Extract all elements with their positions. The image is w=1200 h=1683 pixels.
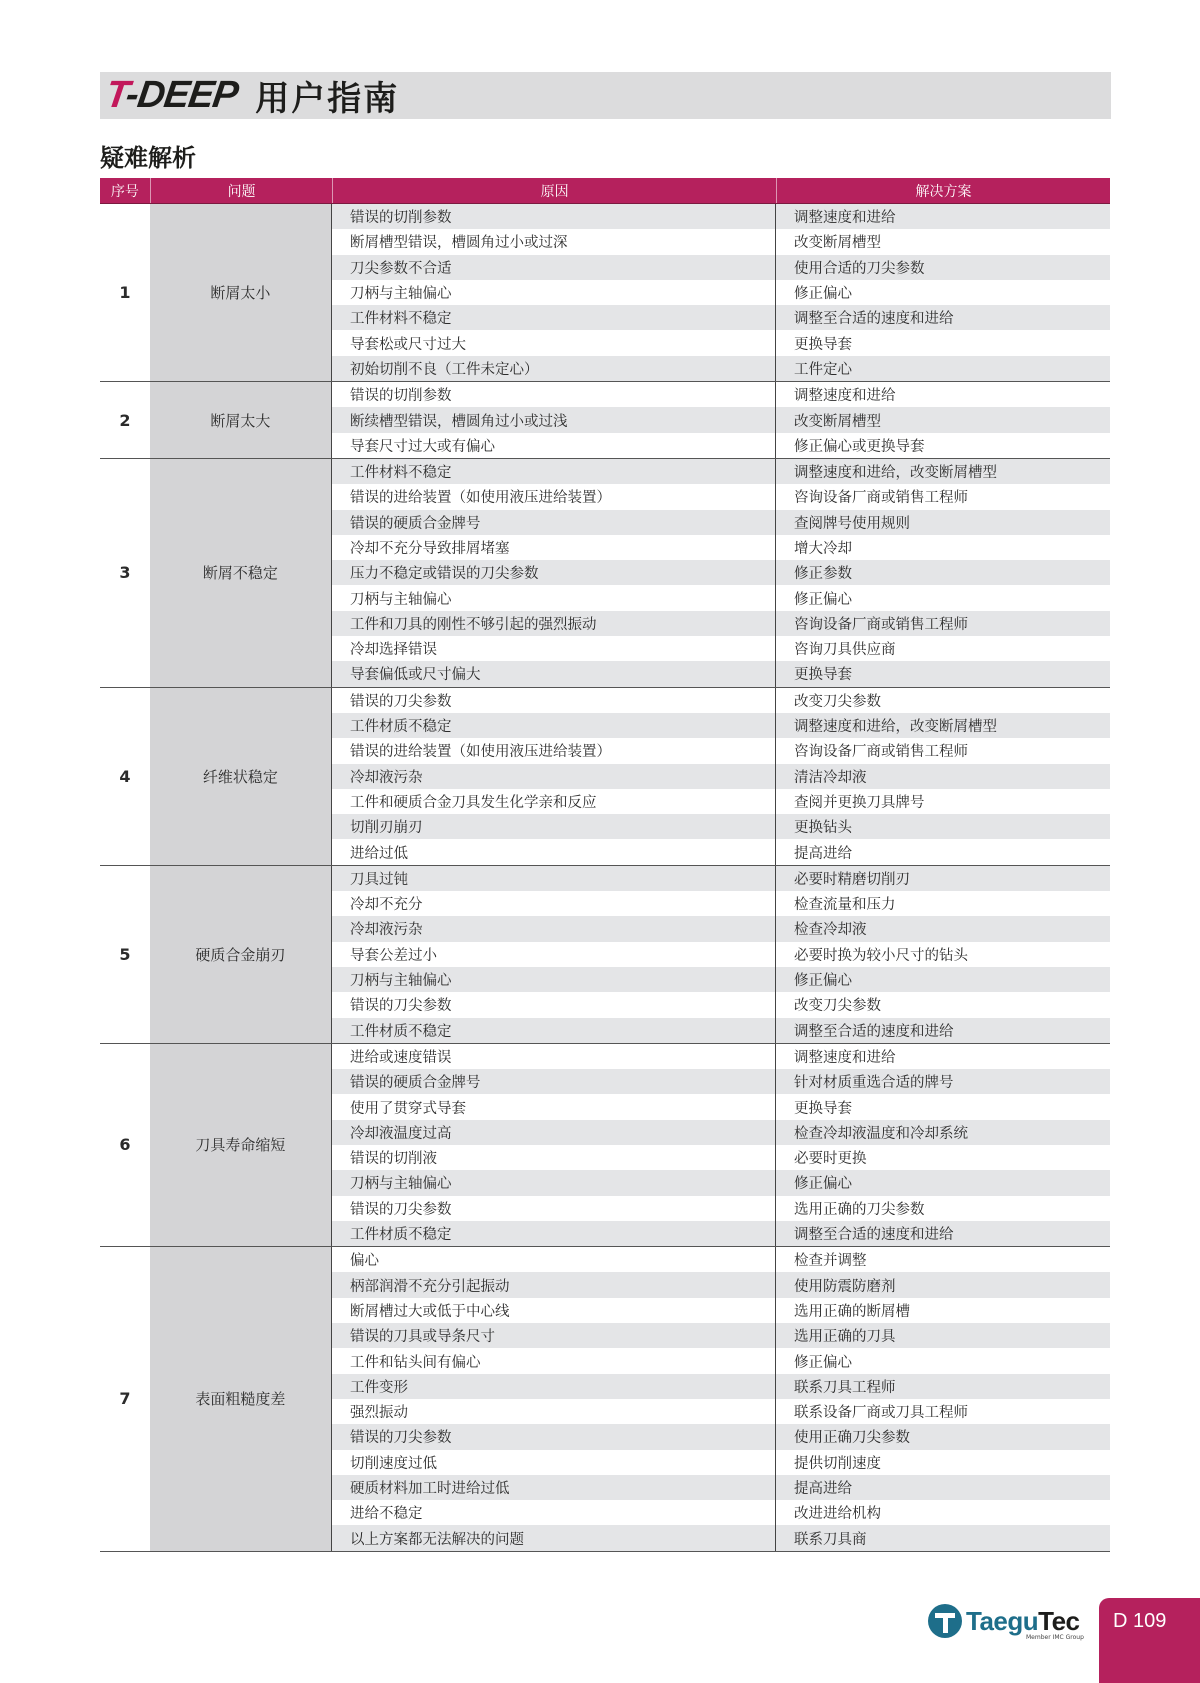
table-row bbox=[332, 1475, 1110, 1500]
table-row bbox=[332, 510, 1110, 535]
solution-cell: 更换钻头 bbox=[794, 820, 852, 837]
cause-cell: 切削速度过低 bbox=[332, 1450, 776, 1475]
cause-cell: 错误的刀尖参数 bbox=[332, 992, 776, 1017]
cause-cell: 断屑槽过大或低于中心线 bbox=[332, 1298, 776, 1323]
cause-cell: 工件和硬质合金刀具发生化学亲和反应 bbox=[332, 789, 776, 814]
solution-cell: 改变断屑槽型 bbox=[794, 235, 881, 252]
solution-cell: 修正参数 bbox=[794, 566, 852, 583]
solution-cell: 修正偏心 bbox=[794, 1176, 852, 1193]
cause-cell: 冷却不充分导致排屑堵塞 bbox=[332, 535, 776, 560]
table-row bbox=[332, 1170, 1110, 1195]
problem-number: 7 bbox=[100, 1247, 150, 1551]
table-row bbox=[332, 1298, 1110, 1323]
problem-label: 断屑太小 bbox=[150, 204, 332, 381]
table-row bbox=[332, 1069, 1110, 1094]
table-row bbox=[332, 1120, 1110, 1145]
table-row bbox=[332, 1272, 1110, 1297]
solution-cell: 检查并调整 bbox=[794, 1253, 867, 1270]
problem-number: 1 bbox=[100, 204, 150, 381]
solution-cell: 更换导套 bbox=[794, 1100, 852, 1117]
solution-cell: 修正偏心或更换导套 bbox=[794, 438, 925, 455]
problem-label: 表面粗糙度差 bbox=[150, 1247, 332, 1551]
solution-cell: 使用正确刀尖参数 bbox=[794, 1430, 910, 1447]
cause-cell: 导套尺寸过大或有偏心 bbox=[332, 433, 776, 458]
problem-group bbox=[100, 204, 1110, 382]
solution-cell: 调整速度和进给，改变断屑槽型 bbox=[794, 465, 997, 482]
cause-cell: 初始切削不良（工件未定心） bbox=[332, 356, 776, 381]
solution-cell: 改变刀尖参数 bbox=[794, 693, 881, 710]
cause-cell: 导套公差过小 bbox=[332, 942, 776, 967]
problem-label: 硬质合金崩刃 bbox=[150, 866, 332, 1043]
table-row bbox=[332, 1018, 1110, 1043]
table-header bbox=[100, 178, 1110, 204]
solution-cell: 修正偏心 bbox=[794, 1354, 852, 1371]
table-row bbox=[332, 1044, 1110, 1069]
cause-cell: 错误的进给装置（如使用液压进给装置） bbox=[332, 738, 776, 763]
table-row bbox=[332, 585, 1110, 610]
solution-cell: 调整至合适的速度和进给 bbox=[794, 311, 954, 328]
logo-subtitle: Member IMC Group bbox=[1026, 1634, 1084, 1641]
solution-cell: 必要时更换 bbox=[794, 1151, 867, 1168]
table-row bbox=[332, 356, 1110, 381]
cause-cell: 进给不稳定 bbox=[332, 1500, 776, 1525]
cause-cell: 切削刃崩刃 bbox=[332, 814, 776, 839]
solution-cell: 检查冷却液 bbox=[794, 922, 867, 939]
solution-cell: 改变刀尖参数 bbox=[794, 998, 881, 1015]
table-row bbox=[332, 866, 1110, 891]
table-row bbox=[332, 433, 1110, 458]
solution-cell: 咨询设备厂商或销售工程师 bbox=[794, 490, 968, 507]
table-row bbox=[332, 382, 1110, 407]
table-row bbox=[332, 255, 1110, 280]
solution-cell: 联系刀具商 bbox=[794, 1531, 867, 1548]
table-row bbox=[332, 1525, 1110, 1550]
solution-cell: 提供切削速度 bbox=[794, 1455, 881, 1472]
table-row bbox=[332, 992, 1110, 1017]
table-row bbox=[332, 204, 1110, 229]
table-row bbox=[332, 330, 1110, 355]
cause-cell: 错误的进给装置（如使用液压进给装置） bbox=[332, 484, 776, 509]
problem-number: 6 bbox=[100, 1044, 150, 1246]
cause-cell: 导套松或尺寸过大 bbox=[332, 330, 776, 355]
solution-cell: 清洁冷却液 bbox=[794, 769, 867, 786]
table-row bbox=[332, 916, 1110, 941]
table-row bbox=[332, 229, 1110, 254]
column-header-solution: 解决方案 bbox=[915, 183, 972, 200]
problem-label: 纤维状稳定 bbox=[150, 688, 332, 865]
table-row bbox=[332, 459, 1110, 484]
problem-number: 3 bbox=[100, 459, 150, 687]
solution-cell: 更换导套 bbox=[794, 667, 852, 684]
cause-cell: 错误的刀尖参数 bbox=[332, 1424, 776, 1449]
table-row bbox=[332, 1399, 1110, 1424]
table-row bbox=[332, 407, 1110, 432]
solution-cell: 查阅并更换刀具牌号 bbox=[794, 794, 925, 811]
solution-cell: 查阅牌号使用规则 bbox=[794, 515, 910, 532]
taegutec-logo-icon bbox=[928, 1604, 962, 1638]
brand-logo: T-DEEP bbox=[103, 74, 241, 116]
problem-group bbox=[100, 1044, 1110, 1247]
cause-cell: 冷却液污杂 bbox=[332, 764, 776, 789]
problem-label: 断屑不稳定 bbox=[150, 459, 332, 687]
table-row bbox=[332, 688, 1110, 713]
cause-cell: 冷却不充分 bbox=[332, 891, 776, 916]
cause-cell: 错误的刀尖参数 bbox=[332, 688, 776, 713]
cause-cell: 冷却液温度过高 bbox=[332, 1120, 776, 1145]
page-title: 用户指南 bbox=[255, 79, 400, 119]
cause-cell: 错误的刀尖参数 bbox=[332, 1196, 776, 1221]
cause-cell: 强烈振动 bbox=[332, 1399, 776, 1424]
table-row bbox=[332, 891, 1110, 916]
table-row bbox=[332, 560, 1110, 585]
solution-cell: 检查冷却液温度和冷却系统 bbox=[794, 1125, 968, 1142]
solution-cell: 调整速度和进给，改变断屑槽型 bbox=[794, 719, 997, 736]
solution-cell: 提高进给 bbox=[794, 1480, 852, 1497]
solution-cell: 咨询刀具供应商 bbox=[794, 642, 896, 659]
solution-cell: 修正偏心 bbox=[794, 591, 852, 608]
table-row bbox=[332, 1348, 1110, 1373]
cause-cell: 刀柄与主轴偏心 bbox=[332, 1170, 776, 1195]
table-row bbox=[332, 1247, 1110, 1272]
solution-cell: 咨询设备厂商或销售工程师 bbox=[794, 616, 968, 633]
cause-cell: 刀柄与主轴偏心 bbox=[332, 967, 776, 992]
table-row bbox=[332, 738, 1110, 763]
cause-cell: 以上方案都无法解决的问题 bbox=[332, 1525, 776, 1550]
solution-cell: 检查流量和压力 bbox=[794, 897, 896, 914]
cause-cell: 刀柄与主轴偏心 bbox=[332, 585, 776, 610]
cause-cell: 断续槽型错误，槽圆角过小或过浅 bbox=[332, 407, 776, 432]
problem-group bbox=[100, 866, 1110, 1044]
cause-cell: 刀具过钝 bbox=[332, 866, 776, 891]
cause-cell: 错误的切削液 bbox=[332, 1145, 776, 1170]
cause-cell: 工件和钻头间有偏心 bbox=[332, 1348, 776, 1373]
solution-cell: 必要时换为较小尺寸的钻头 bbox=[794, 947, 968, 964]
problem-group bbox=[100, 459, 1110, 688]
solution-cell: 修正偏心 bbox=[794, 286, 852, 303]
cause-cell: 冷却液污杂 bbox=[332, 916, 776, 941]
solution-cell: 改进进给机构 bbox=[794, 1506, 881, 1523]
cause-cell: 错误的切削参数 bbox=[332, 204, 776, 229]
solution-cell: 调整至合适的速度和进给 bbox=[794, 1023, 954, 1040]
table-row bbox=[332, 305, 1110, 330]
table-row bbox=[332, 1450, 1110, 1475]
cause-cell: 断屑槽型错误，槽圆角过小或过深 bbox=[332, 229, 776, 254]
table-row bbox=[332, 1500, 1110, 1525]
cause-cell: 压力不稳定或错误的刀尖参数 bbox=[332, 560, 776, 585]
cause-cell: 进给过低 bbox=[332, 839, 776, 864]
table-row bbox=[332, 1196, 1110, 1221]
solution-cell: 调整速度和进给 bbox=[794, 1049, 896, 1066]
table-row bbox=[332, 1374, 1110, 1399]
table-row bbox=[332, 1323, 1110, 1348]
table-row bbox=[332, 280, 1110, 305]
solution-cell: 必要时精磨切削刃 bbox=[794, 871, 910, 888]
cause-cell: 工件材料不稳定 bbox=[332, 305, 776, 330]
cause-cell: 错误的硬质合金牌号 bbox=[332, 510, 776, 535]
solution-cell: 工件定心 bbox=[794, 361, 852, 378]
table-row bbox=[332, 661, 1110, 686]
solution-cell: 改变断屑槽型 bbox=[794, 413, 881, 430]
cause-cell: 偏心 bbox=[332, 1247, 776, 1272]
table-row bbox=[332, 967, 1110, 992]
cause-cell: 工件材料不稳定 bbox=[332, 459, 776, 484]
cause-cell: 工件材质不稳定 bbox=[332, 1221, 776, 1246]
cause-cell: 刀柄与主轴偏心 bbox=[332, 280, 776, 305]
cause-cell: 工件变形 bbox=[332, 1374, 776, 1399]
solution-cell: 选用正确的刀尖参数 bbox=[794, 1201, 925, 1218]
solution-cell: 使用防震防磨剂 bbox=[794, 1278, 896, 1295]
table-row bbox=[332, 611, 1110, 636]
cause-cell: 工件材质不稳定 bbox=[332, 713, 776, 738]
table-row bbox=[332, 535, 1110, 560]
table-row bbox=[332, 484, 1110, 509]
section-title: 疑难解析 bbox=[100, 144, 196, 172]
table-row bbox=[332, 789, 1110, 814]
solution-cell: 选用正确的断屑槽 bbox=[794, 1303, 910, 1320]
table-row bbox=[332, 636, 1110, 661]
problem-number: 5 bbox=[100, 866, 150, 1043]
column-header-cause: 原因 bbox=[333, 178, 777, 203]
table-row bbox=[332, 1145, 1110, 1170]
problem-number: 4 bbox=[100, 688, 150, 865]
table-row bbox=[332, 713, 1110, 738]
problem-group bbox=[100, 1247, 1110, 1552]
table-row bbox=[332, 1094, 1110, 1119]
solution-cell: 提高进给 bbox=[794, 845, 852, 862]
cause-cell: 错误的刀具或导条尺寸 bbox=[332, 1323, 776, 1348]
solution-cell: 联系刀具工程师 bbox=[794, 1379, 896, 1396]
table-row bbox=[332, 814, 1110, 839]
cause-cell: 柄部润滑不充分引起振动 bbox=[332, 1272, 776, 1297]
cause-cell: 硬质材料加工时进给过低 bbox=[332, 1475, 776, 1500]
table-body bbox=[100, 204, 1110, 1552]
cause-cell: 错误的切削参数 bbox=[332, 382, 776, 407]
cause-cell: 使用了贯穿式导套 bbox=[332, 1094, 776, 1119]
solution-cell: 针对材质重选合适的牌号 bbox=[794, 1075, 954, 1092]
solution-cell: 咨询设备厂商或销售工程师 bbox=[794, 744, 968, 761]
cause-cell: 错误的硬质合金牌号 bbox=[332, 1069, 776, 1094]
problem-label: 刀具寿命缩短 bbox=[150, 1044, 332, 1246]
solution-cell: 联系设备厂商或刀具工程师 bbox=[794, 1405, 968, 1422]
problem-label: 断屑太大 bbox=[150, 382, 332, 458]
solution-cell: 调整速度和进给 bbox=[794, 210, 896, 227]
problem-group bbox=[100, 688, 1110, 866]
taegutec-logo bbox=[928, 1604, 1084, 1641]
cause-cell: 导套偏低或尺寸偏大 bbox=[332, 661, 776, 686]
solution-cell: 选用正确的刀具 bbox=[794, 1329, 896, 1346]
solution-cell: 使用合适的刀尖参数 bbox=[794, 260, 925, 277]
table-row bbox=[332, 839, 1110, 864]
logo-wordmark: TaeguTec bbox=[966, 1606, 1080, 1636]
problem-number: 2 bbox=[100, 382, 150, 458]
header-banner bbox=[100, 72, 1111, 119]
page-number-badge bbox=[1099, 1598, 1200, 1683]
cause-cell: 工件和刀具的刚性不够引起的强烈振动 bbox=[332, 611, 776, 636]
solution-cell: 调整速度和进给 bbox=[794, 388, 896, 405]
problem-group bbox=[100, 382, 1110, 459]
column-header-problem: 问题 bbox=[151, 178, 333, 203]
cause-cell: 进给或速度错误 bbox=[332, 1044, 776, 1069]
table-row bbox=[332, 1424, 1110, 1449]
troubleshooting-table bbox=[100, 178, 1110, 1552]
table-row bbox=[332, 942, 1110, 967]
column-header-no: 序号 bbox=[100, 178, 151, 203]
table-row bbox=[332, 764, 1110, 789]
table-row bbox=[332, 1221, 1110, 1246]
solution-cell: 增大冷却 bbox=[794, 541, 852, 557]
solution-cell: 调整至合适的速度和进给 bbox=[794, 1227, 954, 1244]
cause-cell: 工件材质不稳定 bbox=[332, 1018, 776, 1043]
cause-cell: 刀尖参数不合适 bbox=[332, 255, 776, 280]
solution-cell: 修正偏心 bbox=[794, 973, 852, 990]
solution-cell: 更换导套 bbox=[794, 336, 852, 353]
page-number: D 109 bbox=[1113, 1610, 1167, 1632]
cause-cell: 冷却选择错误 bbox=[332, 636, 776, 661]
